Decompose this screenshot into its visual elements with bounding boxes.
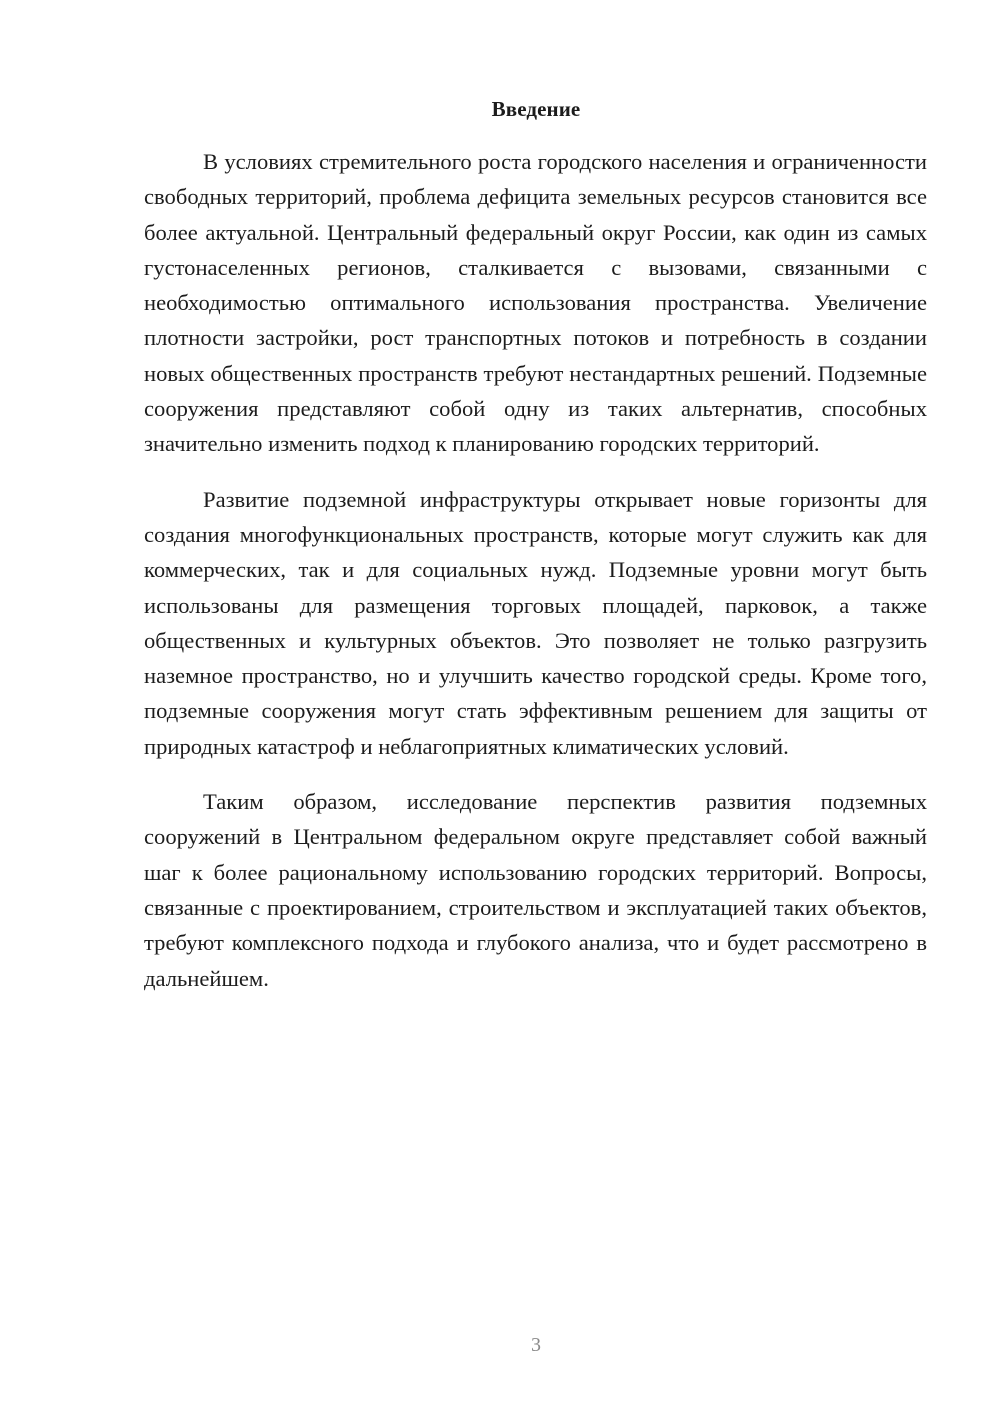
paragraph-2: Развитие подземной инфраструктуры открывает новые горизонты для создания многофункциональных пространств, которые могут служить как для коммерческих, так и для социальных нужд. Подземные уровни могут быть использованы для размещения торговых площадей, парковок, а также общественных и культурных объектов. Это позволяет не только разгрузить наземное пространство, но и улучшить качество городской среды. Кроме того, подземные сооружения могут стать эффективным решением для защиты от природных катастроф и неблагоприятных климатических условий. bbox=[144, 486, 927, 759]
paragraph-3: Таким образом, исследование перспектив развития подземных сооружений в Центральном федеральном округе представляет собой важный шаг к более рациональному использованию городских территорий. Вопросы, связанные с проектированием, строительством и эксплуатацией таких объектов, требуют комплексного подхода и глубокого анализа, что и будет рассмотрено в дальнейшем. bbox=[144, 789, 927, 991]
body-text bbox=[144, 144, 927, 996]
page-number: 3 bbox=[531, 1334, 541, 1356]
paragraph-1: В условиях стремительного роста городского населения и ограниченности свободных территорий, проблема дефицита земельных ресурсов становится все более актуальной. Центральный федеральный округ России, как один из самых густонаселенных регионов, сталкивается с вызовами, связанными с необходимостью оптимального использования пространства. Увеличение плотности застройки, рост транспортных потоков и потребность в создании новых общественных пространств требуют нестандартных решений. Подземные сооружения представляют собой одну из таких альтернатив, способных значительно изменить подход к планированию городских территорий. bbox=[144, 149, 927, 457]
section-heading: Введение bbox=[491, 97, 581, 121]
